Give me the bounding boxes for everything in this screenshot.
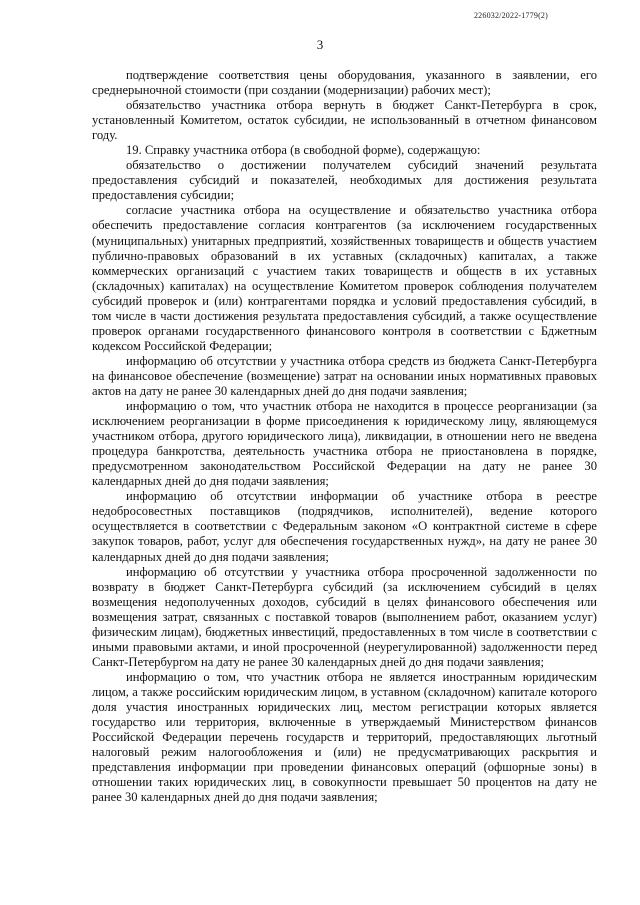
document-registration-code: 226032/2022-1779(2) [473,11,548,20]
paragraph: информацию о том, что участник отбора не находится в процессе реорганизации (за исключением реорганизации в форме присоединения к юридическому лицу, являющемуся участником отбора, другого юридического лица), ликвидации, в отношении него не введена процедура банкротства, деятельность участника отбора не приостановлена в порядке, предусмотренном законодательством Российской Федерации на дату не ранее 30 календарных дней до дня подачи заявления; [92,399,597,489]
paragraph: обязательство участника отбора вернуть в бюджет Санкт-Петербурга в срок, установленный Комитетом, остаток субсидии, не использованный в отчетном финансовом году. [92,98,597,143]
document-body [92,68,597,805]
paragraph: информацию об отсутствии у участника отбора просроченной задолженности по возврату в бюджет Санкт-Петербурга субсидий (за исключением субсидий в целях возмещения недополученных доходов, субсидий в целях финансового обеспечения или возмещения затрат, связанных с поставкой товаров (выполнением работ, оказанием услуг) физическим лицам), бюджетных инвестиций, предоставленных в том числе в соответствии с иными правовыми актами, и иной просроченной (неурегулированной) задолженности перед Санкт-Петербургом на дату не ранее 30 календарных дней до дня подачи заявления; [92,564,597,669]
paragraph: информацию о том, что участник отбора не является иностранным юридическим лицом, а также российским юридическим лицом, в уставном (складочном) капитале которого доля участия иностранных юридических лиц, местом регистрации которых является государство или территория, включенные в утверждаемый Министерством финансов Российской Федерации перечень государств и территорий, предоставляющих льготный налоговый режим налогообложения и (или) не предусматривающих раскрытия и представления информации при проведении финансовых операций (офшорные зоны) в отношении таких юридических лиц, в совокупности превышает 50 процентов на дату не ранее 30 календарных дней до дня подачи заявления; [92,669,597,805]
paragraph: 19. Справку участника отбора (в свободной форме), содержащую: [126,143,481,158]
paragraph: информацию об отсутствии у участника отбора средств из бюджета Санкт-Петербурга на финансовое обеспечение (возмещение) затрат на основании иных нормативных правовых актов на дату не ранее 30 календарных дней до дня подачи заявления; [92,353,597,398]
paragraph: согласие участника отбора на осуществление и обязательство участника отбора обеспечить предоставление согласия контрагентов (за исключением государственных (муниципальных) унитарных предприятий, хозяйственных товариществ и обществ участием публично-правовых образований в их уставных (складочных) капиталах, а также коммерческих организаций с участием таких товариществ и обществ в их уставных (складочных) капиталах) на осуществление Комитетом проверок соблюдения получателем субсидий проверок и (или) контрагентами порядка и условий предоставления субсидий, в том числе в части достижения результата предоставления субсидий, а также осуществление проверок органами государственного финансового контроля в соответствии с Бджетным кодексом Российской Федерации; [92,203,597,353]
paragraph: подтверждение соответствия цены оборудования, указанного в заявлении, его среднерыночной стоимости (при создании (модернизации) рабочих мест); [92,68,597,98]
page-number: 3 [316,37,324,52]
paragraph: информацию об отсутствии информации об участнике отбора в реестре недобросовестных поставщиков (подрядчиков, исполнителей), ведение которого осуществляется в соответствии с Федеральным законом «О контрактной системе в сфере закупок товаров, работ, услуг для обеспечения государственных нужд», на дату не ранее 30 календарных дней до дня подачи заявления; [92,489,597,564]
paragraph: обязательство о достижении получателем субсидий значений результата предоставления субсидий и показателей, необходимых для достижения результата предоставления субсидии; [92,158,597,203]
